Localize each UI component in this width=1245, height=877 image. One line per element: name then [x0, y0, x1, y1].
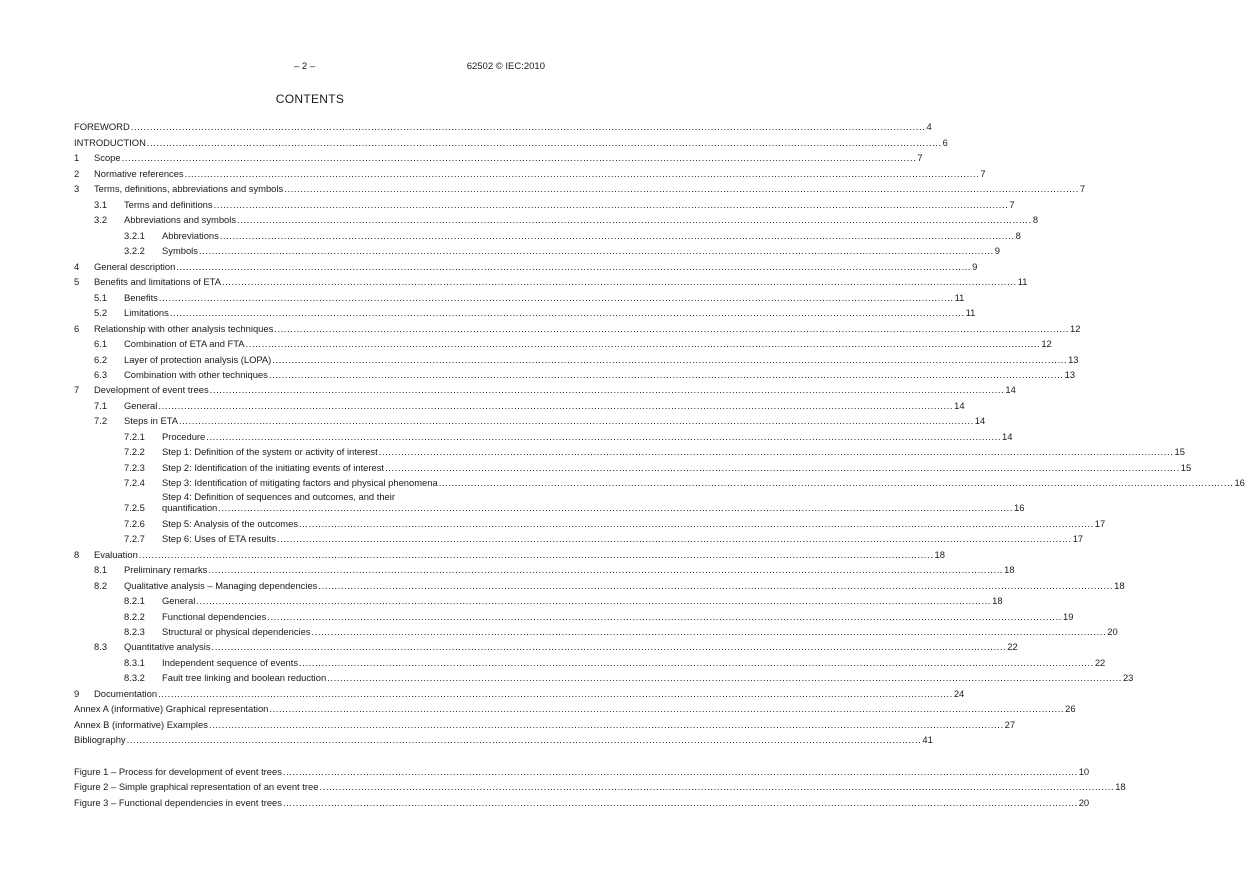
- toc-entry-number: 8.3: [94, 641, 108, 653]
- dot-leader: [439, 477, 1234, 488]
- toc-entry[interactable]: [74, 426, 1013, 442]
- toc-entry[interactable]: [74, 622, 1118, 637]
- toc-entry[interactable]: [74, 591, 1003, 607]
- toc-entry[interactable]: [74, 442, 1185, 458]
- toc-entry-title: Step 6: Uses of ETA results: [162, 533, 276, 545]
- toc-entry-title: Limitations: [124, 307, 169, 319]
- toc-entry[interactable]: [74, 287, 965, 303]
- toc-entry-page: 12: [1041, 338, 1052, 350]
- toc-entry[interactable]: [74, 714, 1016, 730]
- dot-leader: [209, 719, 1004, 730]
- toc-entry-number: 3: [74, 183, 80, 195]
- toc-entry-number: 7.2.7: [124, 533, 145, 545]
- toc-entry-number: 8.3.2: [124, 672, 145, 684]
- toc-entry[interactable]: [74, 179, 1086, 195]
- toc-entry-title: Combination of ETA and FTA: [124, 338, 245, 350]
- dot-leader: [212, 641, 1007, 652]
- toc-entry-number: 6.3: [94, 368, 108, 380]
- toc-entry[interactable]: [74, 544, 945, 560]
- toc-entry-page: 9: [972, 260, 978, 272]
- toc-entry-number: 2: [74, 167, 80, 179]
- toc-entry-continuation: [162, 502, 1024, 513]
- toc-entry-page: 16: [1014, 502, 1025, 514]
- toc-entry-page: 11: [965, 307, 976, 319]
- dot-leader: [147, 137, 942, 148]
- dot-leader: [208, 564, 1003, 575]
- dot-leader: [176, 261, 971, 272]
- dot-leader: [158, 400, 953, 411]
- toc-entry-number: 5.1: [94, 291, 108, 303]
- dot-leader: [269, 703, 1064, 714]
- toc-entry[interactable]: [74, 210, 1039, 226]
- toc-entry-page: 12: [1070, 322, 1081, 334]
- toc-entry-page: 22: [1007, 641, 1018, 653]
- toc-entry[interactable]: [74, 318, 1081, 334]
- dot-leader: [385, 462, 1180, 473]
- toc-entry-page: 17: [1094, 517, 1106, 529]
- toc-entry-page: 27: [1004, 718, 1016, 730]
- toc-entry-title: Annex B (informative) Examples: [74, 718, 208, 730]
- toc-entry[interactable]: [74, 272, 1028, 288]
- contents-title: CONTENTS: [275, 92, 345, 106]
- dot-leader: [327, 672, 1122, 683]
- toc-entry-page: 23: [1122, 672, 1134, 684]
- toc-entry-page: 14: [974, 415, 986, 427]
- toc-entry[interactable]: [74, 163, 986, 179]
- dot-leader: [319, 781, 1114, 792]
- toc-entry-title: Terms and definitions: [124, 198, 213, 210]
- toc-entry-number: 5: [74, 276, 80, 288]
- toc-entry-title: Combination with other techniques: [124, 368, 268, 380]
- dot-leader: [206, 431, 1001, 442]
- toc-entry-page: 7: [980, 167, 986, 179]
- toc-entry[interactable]: [74, 699, 1076, 715]
- toc-entry-number: 7.2.4: [124, 477, 145, 489]
- toc-entry-page: 13: [1064, 368, 1076, 380]
- toc-entry-title: Benefits and limitations of ETA: [94, 276, 221, 288]
- toc-entry-number: 8.2.2: [124, 610, 145, 622]
- document-reference: 62502 © IEC:2010: [466, 61, 545, 72]
- toc-entry-title: Normative references: [94, 167, 184, 179]
- toc-entry-page: 8: [1015, 229, 1021, 241]
- toc-entry-number: 6: [74, 322, 80, 334]
- dot-leader: [210, 384, 1005, 395]
- toc-entry-page: 18: [992, 595, 1003, 607]
- dot-leader: [272, 354, 1067, 365]
- toc-entry-number: 8.3.1: [124, 656, 145, 668]
- dot-leader: [139, 549, 934, 560]
- dot-leader: [299, 518, 1094, 529]
- toc-entry-number: 7.2.3: [124, 461, 145, 473]
- toc-entry-number: 7.2: [94, 415, 108, 427]
- toc-entry-page: 19: [1063, 610, 1074, 622]
- figure-list-entry[interactable]: [74, 792, 1090, 808]
- toc-entry-page: 20: [1107, 626, 1118, 637]
- toc-entry-title-block: [162, 491, 1024, 513]
- toc-entry-page: 15: [1180, 461, 1192, 473]
- toc-entry-title: FOREWORD: [74, 121, 130, 133]
- toc-entry-page: 4: [926, 121, 932, 133]
- toc-entry[interactable]: [74, 194, 1015, 210]
- toc-entry-title: Qualitative analysis – Managing dependencies: [124, 579, 318, 591]
- toc-entry-title: Abbreviations: [162, 229, 219, 241]
- toc-entry-title: Development of event trees: [94, 384, 209, 396]
- toc-entry-number: 1: [74, 152, 80, 164]
- dot-leader: [237, 214, 1032, 225]
- toc-entry[interactable]: [74, 411, 986, 427]
- toc-entry[interactable]: [74, 513, 1106, 529]
- toc-entry-title: Independent sequence of events: [162, 656, 299, 668]
- toc-entry[interactable]: [74, 668, 1134, 684]
- toc-entry-page: 14: [954, 399, 965, 411]
- figure-entry-title: Figure 2 – Simple graphical representation of an event tree: [74, 781, 319, 793]
- dot-leader: [267, 611, 1062, 622]
- dot-leader: [185, 168, 980, 179]
- dot-leader: [170, 307, 965, 318]
- dot-leader: [284, 183, 1079, 194]
- toc-entry-title: Step 4: Definition of sequences and outcomes, and their: [162, 491, 395, 503]
- toc-entry-page: 7: [1009, 198, 1015, 210]
- figure-entry-title: Figure 1 – Process for development of event trees: [74, 765, 282, 777]
- toc-entry-title: Fault tree linking and boolean reduction: [162, 672, 327, 684]
- toc-entry-number: 7.2.1: [124, 430, 145, 442]
- toc-entry-number: 3.2: [94, 214, 108, 226]
- toc-entry[interactable]: [74, 241, 1000, 257]
- toc-entry-page: 9: [994, 245, 1000, 257]
- toc-entry[interactable]: [74, 334, 1052, 350]
- toc-entry-page: 18: [1114, 579, 1125, 591]
- toc-entry-page: 6: [942, 136, 948, 148]
- dot-leader: [159, 292, 954, 303]
- toc-entry[interactable]: [74, 529, 1084, 545]
- toc-entry[interactable]: [74, 303, 976, 319]
- toc-entry-title: General: [162, 595, 196, 607]
- toc-entry-number: 3.1: [94, 198, 108, 210]
- dot-leader: [179, 415, 974, 426]
- toc-entry-page: 17: [1072, 533, 1084, 545]
- toc-entry-number: 8.2.3: [124, 626, 145, 637]
- toc-entry-number: 9: [74, 687, 80, 699]
- dot-leader: [196, 595, 991, 606]
- table-of-contents: [74, 117, 1245, 808]
- toc-entry[interactable]: [74, 365, 1076, 380]
- toc-entry[interactable]: [74, 117, 932, 133]
- toc-entry-title: Functional dependencies: [162, 610, 267, 622]
- figure-entry-title: Figure 3 – Functional dependencies in event trees: [74, 796, 282, 808]
- toc-entry-title: Relationship with other analysis techniques: [94, 322, 274, 334]
- toc-entry-title: Bibliography: [74, 734, 126, 746]
- toc-entry-page: 15: [1174, 446, 1185, 458]
- dot-leader: [127, 734, 922, 745]
- page-number-label: – 2 –: [294, 61, 316, 72]
- toc-entry[interactable]: [74, 730, 933, 746]
- toc-entry-page: 24: [953, 687, 965, 699]
- toc-entry-title: Documentation: [94, 687, 158, 699]
- toc-entry-page: 7: [917, 152, 923, 164]
- toc-entry-title: General: [124, 399, 158, 411]
- toc-entry[interactable]: [74, 575, 1125, 591]
- toc-entry[interactable]: [74, 488, 1025, 514]
- toc-entry-page: 22: [1094, 656, 1106, 668]
- toc-entry-number: 8.2: [94, 579, 108, 591]
- toc-entry-title: Evaluation: [94, 548, 138, 560]
- toc-entry-title: Procedure: [162, 430, 206, 442]
- toc-entry[interactable]: [74, 457, 1192, 473]
- toc-entry-title: Symbols: [162, 245, 198, 257]
- toc-entry-number: 7.2.2: [124, 446, 145, 458]
- page-header: [0, 61, 620, 75]
- toc-entry[interactable]: [74, 256, 978, 272]
- dot-leader: [312, 626, 1107, 637]
- toc-entry-page: 18: [1004, 564, 1015, 576]
- toc-entry-title: Steps in ETA: [124, 415, 179, 427]
- toc-entry[interactable]: [74, 132, 948, 148]
- toc-entry[interactable]: [74, 349, 1079, 365]
- dot-leader: [379, 446, 1174, 457]
- toc-entry-title: Annex A (informative) Graphical representation: [74, 703, 269, 715]
- toc-entry-title-continued: quantification: [162, 502, 218, 514]
- toc-entry-title: Terms, definitions, abbreviations and symbols: [94, 183, 284, 195]
- section-gap: [74, 745, 546, 761]
- dot-leader: [283, 797, 1078, 808]
- toc-entry-title: INTRODUCTION: [74, 136, 146, 148]
- toc-entry-title: Layer of protection analysis (LOPA): [124, 353, 272, 365]
- toc-entry-page: 8: [1032, 214, 1039, 226]
- dot-leader: [269, 369, 1064, 380]
- toc-entry-number: 6.1: [94, 338, 108, 350]
- toc-entry-number: 4: [74, 260, 80, 272]
- toc-entry[interactable]: [74, 606, 1074, 622]
- toc-entry-number: 7.2.5: [124, 502, 145, 514]
- toc-entry-page: 16: [1234, 477, 1245, 489]
- dot-leader: [318, 580, 1113, 591]
- toc-entry-number: 7.1: [94, 399, 108, 411]
- dot-leader: [220, 230, 1015, 241]
- toc-entry[interactable]: [74, 380, 1016, 396]
- toc-entry-page: 14: [1002, 430, 1013, 442]
- toc-entry-number: 6.2: [94, 353, 108, 365]
- toc-entry-title: Abbreviations and symbols: [124, 214, 237, 226]
- toc-entry-page: 13: [1068, 353, 1079, 365]
- figure-entry-page: 20: [1078, 796, 1090, 808]
- figure-entry-page: 10: [1078, 765, 1090, 777]
- toc-entry-title: Step 1: Definition of the system or activity of interest: [162, 446, 378, 458]
- toc-entry[interactable]: [74, 637, 1018, 653]
- toc-entry[interactable]: [74, 652, 1106, 668]
- toc-entry-page: 11: [954, 291, 965, 303]
- dot-leader: [122, 152, 917, 163]
- dot-leader: [283, 766, 1078, 777]
- toc-entry-title: Structural or physical dependencies: [162, 626, 311, 637]
- toc-entry-title: General description: [94, 260, 176, 272]
- dot-leader: [199, 245, 994, 256]
- toc-entry[interactable]: [74, 683, 965, 699]
- dot-leader: [214, 199, 1009, 210]
- toc-entry[interactable]: [74, 473, 1245, 489]
- toc-entry-page: 14: [1005, 384, 1016, 396]
- toc-entry-title: Step 2: Identification of the initiating events of interest: [162, 461, 385, 473]
- toc-entry-number: 5.2: [94, 307, 108, 319]
- toc-entry-number: 8: [74, 548, 80, 560]
- toc-entry-page: 7: [1079, 183, 1086, 195]
- figure-entry-page: 18: [1115, 781, 1126, 793]
- toc-entry-number: 8.1: [94, 564, 108, 576]
- toc-entry-title: Quantitative analysis: [124, 641, 211, 653]
- toc-entry-page: 26: [1065, 703, 1076, 715]
- dot-leader: [218, 502, 1013, 513]
- toc-entry[interactable]: [74, 148, 923, 164]
- toc-entry[interactable]: [74, 395, 965, 411]
- toc-entry-title: Step 5: Analysis of the outcomes: [162, 517, 299, 529]
- toc-entry-number: 8.2.1: [124, 595, 145, 607]
- dot-leader: [246, 338, 1041, 349]
- toc-entry-title: Scope: [94, 152, 121, 164]
- toc-entry[interactable]: [74, 560, 1015, 576]
- toc-entry-number: 3.2.2: [124, 245, 145, 257]
- toc-entry-title: Benefits: [124, 291, 158, 303]
- dot-leader: [274, 323, 1069, 334]
- toc-entry-page: 18: [934, 548, 945, 560]
- dot-leader: [222, 276, 1017, 287]
- toc-entry-page: 11: [1017, 276, 1028, 288]
- dot-leader: [158, 688, 953, 699]
- toc-entry[interactable]: [74, 225, 1021, 241]
- dot-leader: [299, 657, 1094, 668]
- toc-entry-number: 7.2.6: [124, 517, 145, 529]
- figure-list-entry[interactable]: [74, 777, 1126, 793]
- toc-entry-number: 7: [74, 384, 80, 396]
- dot-leader: [131, 121, 926, 132]
- toc-entry-title: Preliminary remarks: [124, 564, 208, 576]
- toc-entry-number: 3.2.1: [124, 229, 145, 241]
- dot-leader: [277, 533, 1072, 544]
- toc-entry-page: 41: [922, 734, 933, 746]
- figure-list-entry[interactable]: [74, 761, 1090, 777]
- toc-entry-title: Step 3: Identification of mitigating factors and physical phenomena: [162, 477, 438, 489]
